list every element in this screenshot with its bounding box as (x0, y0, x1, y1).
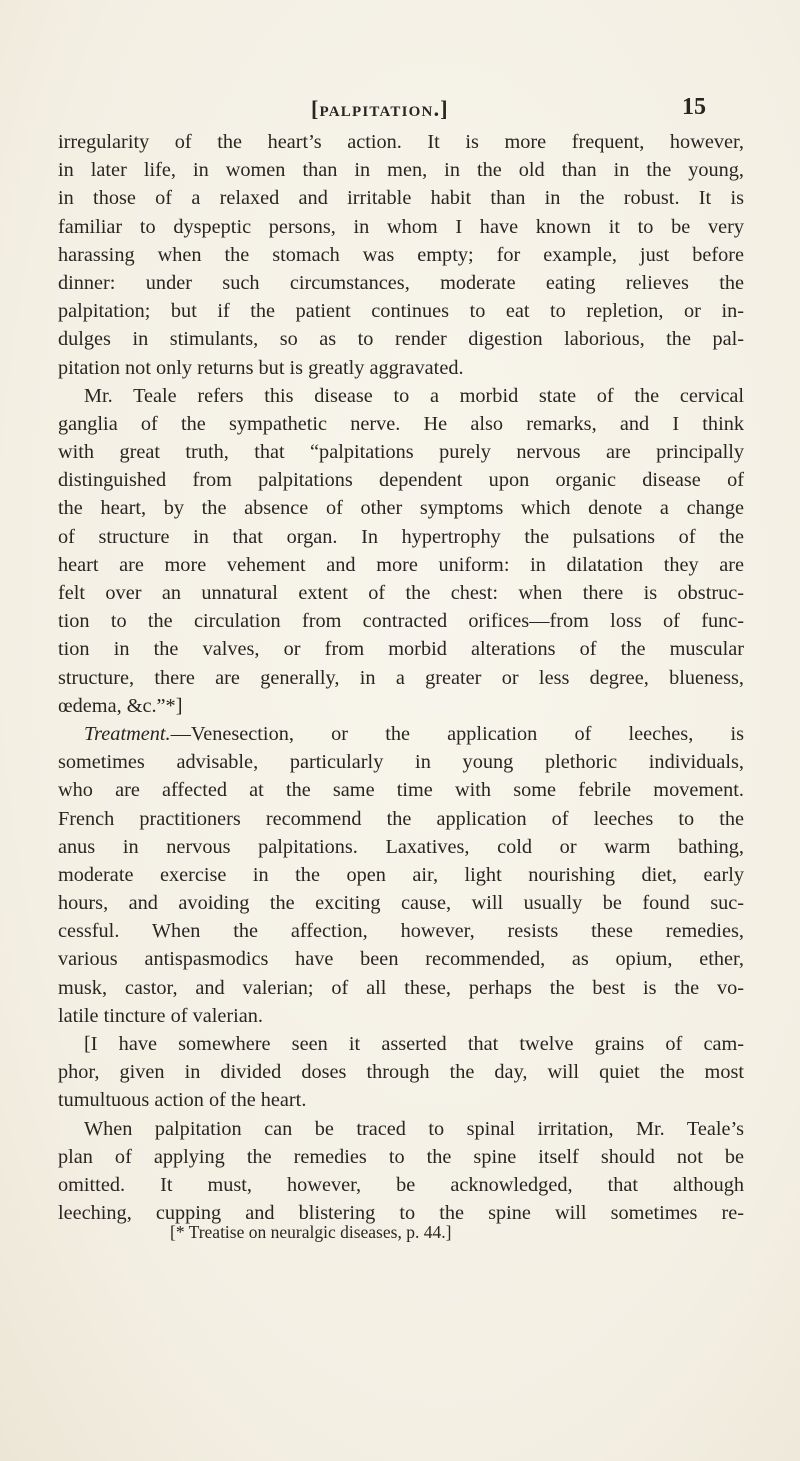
text-line: in those of a relaxed and irritable habit than in the robust. It is (58, 187, 744, 210)
running-head-title: [palpitation.] (311, 96, 449, 121)
text-line: various antispasmodics have been recommended, as opium, ether, (58, 948, 744, 971)
text-line: When palpitation can be traced to spinal irritation, Mr. Teale’s (84, 1117, 744, 1140)
text-line: latile tincture of valerian. (58, 1004, 263, 1027)
treatment-line (58, 720, 744, 748)
text-line: [I have somewhere seen it asserted that twelve grains of cam- (84, 1033, 744, 1055)
text-line: of structure in that organ. In hypertrophy the pulsations of the (58, 525, 744, 548)
text-line: omitted. It must, however, be acknowledged, that although (58, 1173, 744, 1196)
text-line: harassing when the stomach was empty; for example, just before (58, 243, 744, 266)
text-line: ganglia of the sympathetic nerve. He also remarks, and I think (58, 412, 744, 435)
treatment-rest: —Venesection, or the application of leeches, is (170, 722, 744, 745)
text-line: hours, and avoiding the exciting cause, will usually be found suc- (58, 892, 744, 915)
text-line: musk, castor, and valerian; of all these, perhaps the best is the vo- (58, 976, 744, 999)
treatment-text: Treatment. (84, 722, 171, 745)
text-line: familiar to dyspeptic persons, in whom I have known it to be very (58, 215, 744, 238)
text-line: sometimes advisable, particularly in young plethoric individuals, (58, 751, 744, 774)
text-line: tumultuous action of the heart. (58, 1089, 307, 1112)
text-line: cessful. When the affection, however, resists these remedies, (58, 920, 744, 943)
text-line: Mr. Teale refers this disease to a morbid state of the cervical (84, 384, 744, 407)
text-line: in later life, in women than in men, in the old than in the young, (58, 159, 744, 182)
text-line: palpitation; but if the patient continues to eat to repletion, or in- (58, 300, 744, 323)
text-line: who are affected at the same time with some febrile movement. (58, 779, 744, 802)
text-line: distinguished from palpitations dependent upon organic disease of (58, 469, 744, 492)
text-line: moderate exercise in the open air, light nourishing diet, early (58, 863, 744, 886)
running-head (0, 96, 800, 126)
page-number: 15 (682, 94, 706, 120)
text-line: dinner: under such circumstances, moderate eating relieves the (58, 271, 744, 294)
body-text (58, 128, 744, 1227)
text-line: the heart, by the absence of other symptoms which denote a change (58, 497, 744, 520)
text-line: French practitioners recommend the application of leeches to the (58, 807, 744, 830)
text-line: leeching, cupping and blistering to the spine will sometimes re- (58, 1202, 744, 1225)
text-line: œdema, &c.”*] (58, 694, 183, 717)
text-line: phor, given in divided doses through the day, will quiet the most (58, 1061, 744, 1084)
footnote: [* Treatise on neuralgic diseases, p. 44.] (170, 1222, 452, 1242)
text-line: anus in nervous palpitations. Laxatives, cold or warm bathing, (58, 835, 744, 858)
text-line: tion to the circulation from contracted orifices—from loss of func- (58, 610, 744, 633)
text-line: felt over an unnatural extent of the chest: when there is obstruc- (58, 582, 744, 604)
text-line: pitation not only returns but is greatly aggravated. (58, 356, 464, 379)
text-line: tion in the valves, or from morbid alterations of the muscular (58, 638, 744, 661)
text-line: dulges in stimulants, so as to render digestion laborious, the pal- (58, 328, 744, 351)
text-line: structure, there are generally, in a greater or less degree, blueness, (58, 666, 744, 689)
text-line: plan of applying the remedies to the spine itself should not be (58, 1145, 744, 1168)
text-line: irregularity of the heart’s action. It is more frequent, however, (58, 131, 744, 153)
text-line: with great truth, that “palpitations purely nervous are principally (58, 441, 744, 464)
text-line: heart are more vehement and more uniform: in dilatation they are (58, 553, 744, 576)
